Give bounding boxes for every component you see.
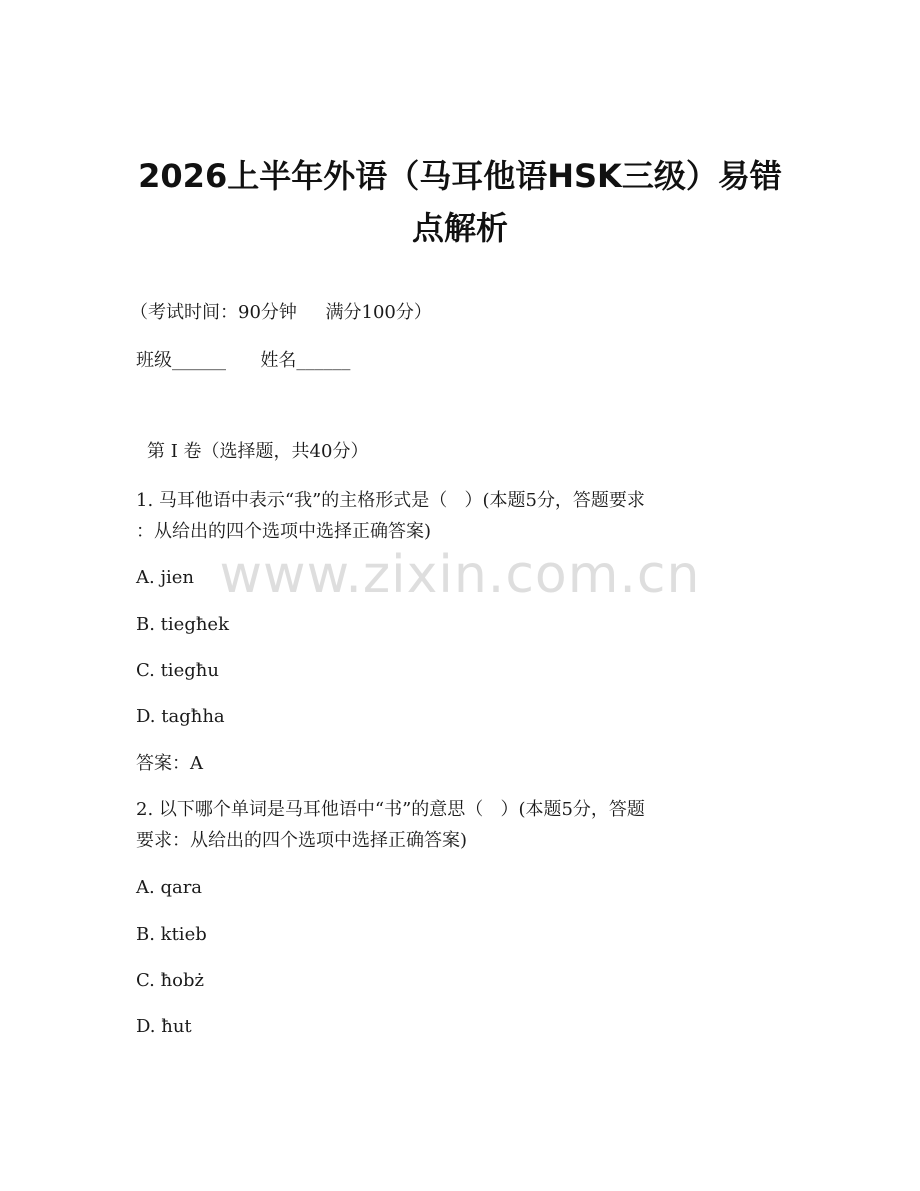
question-2-option-a: A. qara — [136, 877, 203, 898]
question-1-option-a: A. jien — [136, 567, 195, 588]
question-2-option-c: C. ħobż — [136, 970, 205, 991]
question-2-option-b: B. ktieb — [136, 924, 207, 945]
section-heading: 第 I 卷（选择题，共40分） — [147, 441, 369, 462]
question-2-stem-line-2: 要求：从给出的四个选项中选择正确答案) — [136, 830, 468, 851]
title-line-1: 2026上半年外语（马耳他语HSK三级）易错 — [138, 157, 782, 195]
question-1-option-d: D. tagħha — [136, 706, 225, 727]
question-1-stem-line-1: 1. 马耳他语中表示“我”的主格形式是（ ）(本题5分，答题要求 — [136, 490, 645, 511]
question-2-option-d: D. ħut — [136, 1016, 192, 1037]
class-name-fields: 班级______ 姓名______ — [136, 350, 351, 371]
question-1-answer: 答案：A — [136, 753, 203, 774]
question-1-option-b: B. tiegħek — [136, 614, 229, 635]
exam-info: （考试时间：90分钟 满分100分） — [130, 302, 432, 323]
document-title — [100, 150, 820, 254]
question-1-option-c: C. tiegħu — [136, 660, 219, 681]
question-2-stem-line-1: 2. 以下哪个单词是马耳他语中“书”的意思（ ）(本题5分，答题 — [136, 799, 645, 820]
watermark: www.zixin.com.cn — [219, 545, 701, 605]
title-line-2: 点解析 — [411, 209, 508, 247]
question-1-stem-line-2: ：从给出的四个选项中选择正确答案) — [136, 521, 432, 542]
